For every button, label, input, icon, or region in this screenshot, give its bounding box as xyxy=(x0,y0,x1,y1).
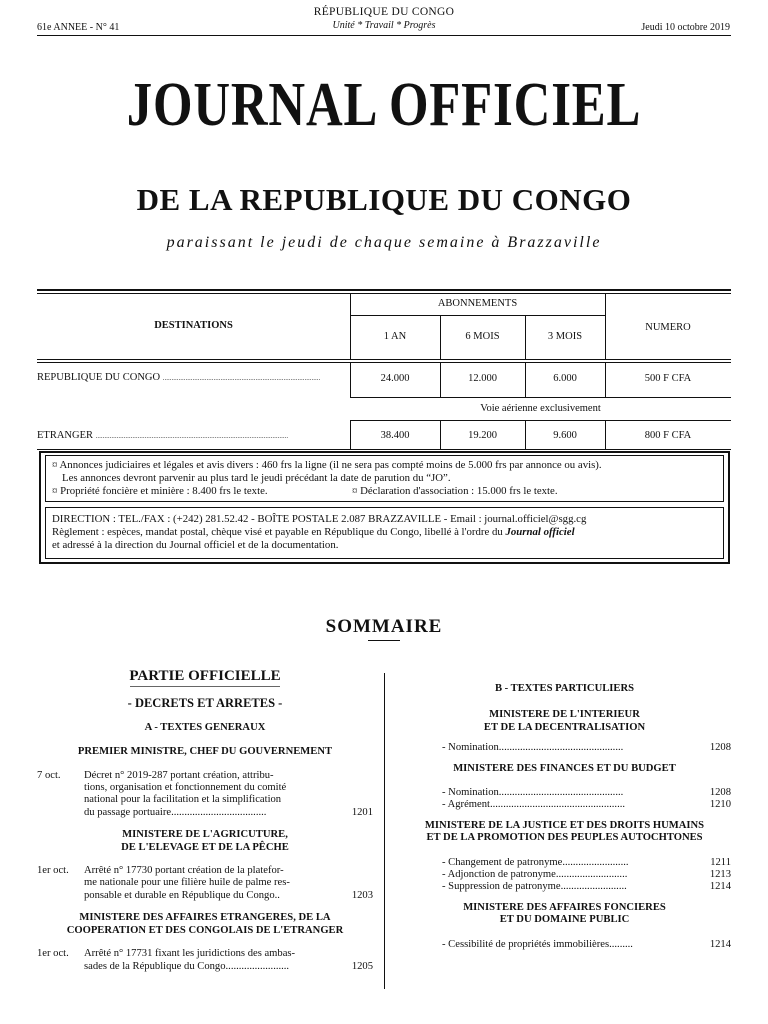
premier-ministre-heading: PREMIER MINISTRE, CHEF DU GOUVERNEMENT xyxy=(77,746,333,758)
min-foncieres-heading: MINISTERE DES AFFAIRES FONCIERES ET DU DOMAINE PUBLIC xyxy=(463,901,666,926)
entry-date: 7 oct. xyxy=(37,769,61,781)
toc-item-finances-nomination[interactable]: - Nomination............................................... 1208 xyxy=(442,787,731,799)
entry-date: 1er oct. xyxy=(37,865,69,877)
entry-line: Arrêté n° 17730 portant création de la platefor- xyxy=(84,865,284,877)
textes-particuliers-heading: B - TEXTES PARTICULIERS xyxy=(494,683,635,694)
payment-terms-cont: et adressé à la direction du Journal officiel et de la documentation. xyxy=(52,539,339,551)
toc-entry-arrete-17730[interactable] xyxy=(37,865,373,902)
destination-etranger: ETRANGER .............................................................................................................. xyxy=(37,430,289,441)
republic-heading: RÉPUBLIQUE DU CONGO xyxy=(313,6,455,18)
notice-legal-ads: ¤ Annonces judiciaires et légales et avis divers : 460 frs la ligne (il ne sera pas compté moins de 5.000 frs par annonce ou avis). xyxy=(52,459,602,471)
numero-header: NUMERO xyxy=(645,322,691,333)
entry-line: me nationale pour une filière huile de palme res- xyxy=(84,877,290,889)
min-affaires-etrangeres-heading: MINISTERE DES AFFAIRES ETRANGERES, DE LA COOPERATION ET DES CONGOLAIS DE L'ETRANGER xyxy=(66,912,344,936)
entry-line: sades de la République du Congo........................ xyxy=(84,960,290,972)
entry-line: Arrêté n° 17731 fixant les juridictions des ambas- xyxy=(84,948,296,960)
min-justice-heading: MINISTERE DE LA JUSTICE ET DES DROITS HUMAINS ET DE LA PROMOTION DES PEUPLES AUTOCHTONES xyxy=(424,819,705,844)
notices-fees-box xyxy=(45,455,724,502)
issue-number: 61e ANNEE - N° 41 xyxy=(37,22,120,33)
sommaire-title: SOMMAIRE xyxy=(325,616,443,637)
national-motto: Unité * Travail * Progrès xyxy=(332,20,436,31)
toc-entry-decret[interactable] xyxy=(37,770,373,820)
journal-subtitle: DE LA REPUBLIQUE DU CONGO xyxy=(136,182,632,217)
entry-line: Décret n° 2019-287 portant création, attribu- xyxy=(84,769,274,781)
price-congo-1an: 24.000 xyxy=(380,373,410,384)
entry-page: 1205 xyxy=(351,960,373,972)
issue-date: Jeudi 10 octobre 2019 xyxy=(641,22,730,33)
entry-line: national pour la facilitation et la simplification xyxy=(84,794,282,806)
notice-association: ¤ Déclaration d'association : 15.000 frs le texte. xyxy=(352,485,558,497)
price-congo-numero: 500 F CFA xyxy=(644,373,692,384)
toc-item-foncieres-cessibilite[interactable]: - Cessibilité de propriétés immobilières......... 1214 xyxy=(442,938,731,950)
header-rule xyxy=(37,35,731,36)
journal-officiel-label: Journal officiel xyxy=(505,526,575,538)
abonnements-header: ABONNEMENTS xyxy=(437,298,518,309)
justice-items xyxy=(398,857,731,894)
entry-page: 1201 xyxy=(351,806,373,818)
destinations-header: DESTINATIONS xyxy=(154,320,233,331)
foncieres-items xyxy=(398,939,731,951)
min-finances-heading: MINISTERE DES FINANCES ET DU BUDGET xyxy=(453,762,676,774)
toc-item-justice-suppression[interactable]: - Suppression de patronyme......................... 1214 xyxy=(442,881,731,893)
journal-tagline: paraissant le jeudi de chaque semaine à Brazzaville xyxy=(166,234,602,251)
destination-congo: REPUBLIQUE DU CONGO .......................................................................................... xyxy=(37,372,321,383)
air-mail-note: Voie aérienne exclusivement xyxy=(480,403,601,414)
period-6mois: 6 MOIS xyxy=(465,331,500,342)
entry-date: 1er oct. xyxy=(37,948,69,960)
toc-entry-arrete-17731[interactable] xyxy=(37,948,373,973)
min-interieur-heading: MINISTERE DE L'INTERIEUR ET DE LA DECENTRALISATION xyxy=(483,709,646,733)
payment-terms: Règlement : espèces, mandat postal, chèque visé et payable en République du Congo, libellé à l'ordre du Journal officiel xyxy=(52,526,575,538)
finances-items xyxy=(398,787,731,812)
price-etranger-3mois: 9.600 xyxy=(553,430,577,441)
entry-page: 1203 xyxy=(351,889,373,901)
column-divider xyxy=(384,673,385,989)
price-etranger-6mois: 19.200 xyxy=(468,430,497,441)
interieur-items xyxy=(398,742,731,754)
period-3mois: 3 MOIS xyxy=(547,331,583,342)
decrets-heading: - DECRETS ET ARRETES - xyxy=(127,696,283,711)
price-congo-3mois: 6.000 xyxy=(553,373,577,384)
entry-line: ponsable et durable en République du Congo.. xyxy=(84,889,280,901)
sommaire-left-column xyxy=(37,670,373,973)
toc-item-finances-agrement[interactable]: - Agrément................................................... 1210 xyxy=(442,799,731,811)
direction-box xyxy=(45,507,724,559)
journal-title: JOURNAL OFFICIEL xyxy=(126,71,642,139)
toc-item-justice-changement[interactable]: - Changement de patronyme......................... 1211 xyxy=(442,856,731,868)
toc-item-interieur-nomination[interactable]: - Nomination............................................... 1208 xyxy=(442,742,731,754)
notice-deadline: Les annonces devront parvenir au plus tard le jeudi précédant la date de parution du “JO”. xyxy=(62,472,451,484)
entry-line: du passage portuaire.................................... xyxy=(84,806,267,818)
toc-item-justice-adjonction[interactable]: - Adjonction de patronyme........................... 1213 xyxy=(442,869,731,881)
price-etranger-numero: 800 F CFA xyxy=(644,430,692,441)
price-congo-6mois: 12.000 xyxy=(468,373,497,384)
sommaire-underline xyxy=(368,640,400,641)
textes-generaux-heading: A - TEXTES GENERAUX xyxy=(144,721,266,733)
entry-line: tions, organisation et fonctionnement du comité xyxy=(84,782,287,794)
direction-contact: DIRECTION : TEL./FAX : (+242) 281.52.42 - BOÎTE POSTALE 2.087 BRAZZAVILLE - Email : journal.officiel@sgg.cg xyxy=(52,513,587,525)
partie-officielle-heading: PARTIE OFFICIELLE xyxy=(129,668,281,684)
sommaire-right-column xyxy=(398,683,731,951)
min-agriculture-heading: MINISTERE DE L'AGRICUTURE, DE L'ELEVAGE ET DE LA PÊCHE xyxy=(121,829,289,853)
notice-property: ¤ Propriété foncière et minière : 8.400 frs le texte. xyxy=(52,485,268,497)
price-etranger-1an: 38.400 xyxy=(380,430,410,441)
period-1an: 1 AN xyxy=(383,331,407,342)
